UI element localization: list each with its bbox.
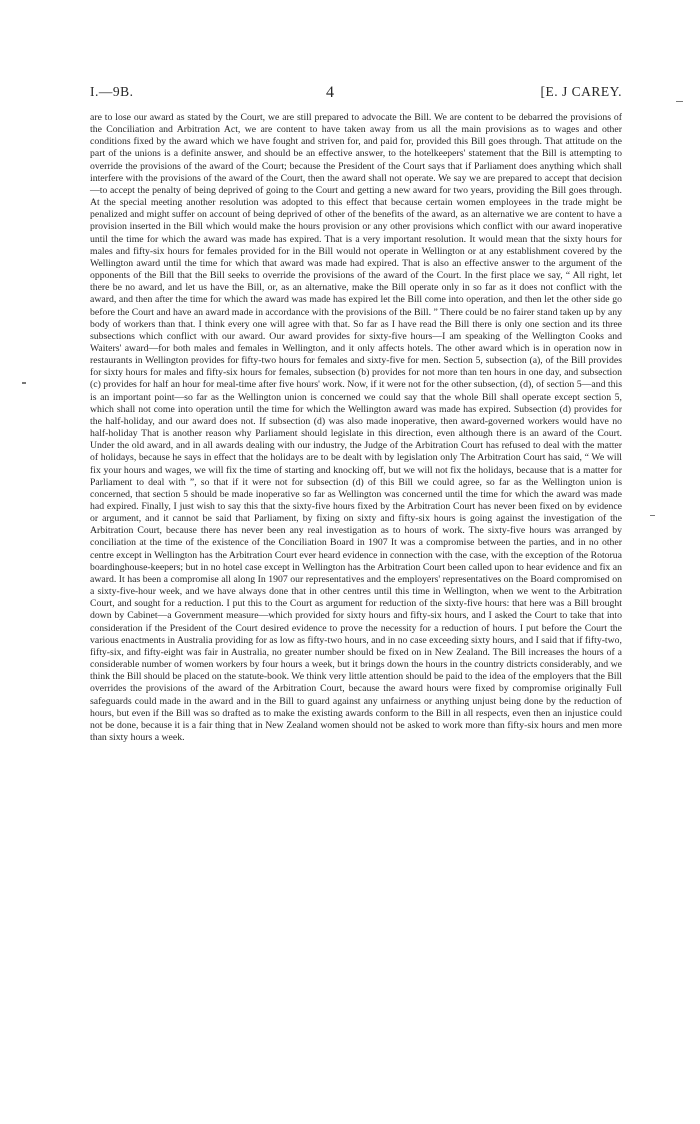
speaker-name: [E. J CAREY. (540, 84, 622, 99)
page-header (90, 84, 622, 104)
body-paragraph: are to lose our award as stated by the Court, we are still prepared to advocate the Bill. We are content to be debarred the provisions of the Conciliation and Arbitration Act, we are content to have taken away from us all the main provisions as to wages and other conditions fixed by the award which we have fought and striven for, and paid for, provided this Bill goes through. That attitude on the part of the unions is a definite answer, and should be an effective answer, to the hotelkeepers' statement that the Bill is attempting to override the provisions of the award of the Court; because the President of the Court says that if Parliament does anything which shall interfere with the provisions of the award of the Court, then the award shall not operate. We say we are prepared to accept that decision—to accept the penalty of being deprived of going to the Court and getting a new award for two years, providing the Bill goes through. At the special meeting another resolution was adopted to this effect that because certain women employees in the trade might be penalized and might suffer on account of being deprived of other of the benefits of the award, as an alternative we are content to have a provision inserted in the Bill which would make the hours provision or any other provisions which conflict with our award inoperative until the time for which the award was made has expired. That is a very important resolution. It would mean that the sixty hours for males and fifty-six hours for females provided for in the Bill would not operate in Wellington or at any establishment covered by the Wellington award until the time for which that award was made had expired. That is also an effective answer to the argument of the opponents of the Bill that the Bill seeks to override the provisions of the award of the Court. In the first place we say, “ All right, let there be no award, and let us have the Bill, or, as an alternative, make the Bill operate only in so far as it does not conflict with the award, and then after the time for which the award was made has expired let the Bill come into operation, and then let the other side go before the Court and have an award made in accordance with the provisions of the Bill. ” There could be no fairer stand taken up by any body of workers than that. I think every one will agree with that. So far as I have read the Bill there is only one section and its three subsections which conflict with our award. Our award provides for sixty-five hours—I am speaking of the Wellington Cooks and Waiters' award—for both males and females in Wellington, and it only affects hotels. The other award which is in operation now in restaurants in Wellington provides for fifty-two hours for females and sixty-five for men. Section 5, subsection (a), of the Bill provides for sixty hours for males and fifty-six hours for females, subsection (b) provides for not more than ten hours in one day, and subsection (c) provides for half an hour for meal-time after five hours' work. Now, if it were not for the other subsection, (d), of section 5—and this is an important point—so far as the Wellington union is concerned we could say that the whole Bill shall operate except section 5, which shall not come into operation until the time for which the Wellington award was made has expired. Subsection (d) provides for the half-holiday, and our award does not. If subsection (d) was also made inoperative, then award-governed workers would have no half-holiday That is another reason why Parliament should legislate in this direction, even although there is an award of the Court. Under the old award, and in all awards dealing with our industry, the Judge of the Arbitration Court has refused to deal with the matter of holidays, because he says in effect that the holidays are to be dealt with by legislation only The Arbitration Court has said, “ We will fix your hours and wages, we will fix the time of starting and knocking off, but we will not fix the holidays, because that is a matter for Parliament to deal with ”, so that if it were not for subsection (d) of this Bill we could agree, so far as the Wellington union is concerned, that section 5 should be made inoperative so far as Wellington was concerned until the time for which the award was made had expired. Finally, I just wish to say this that the sixty-five hours fixed by the Arbitration Court has never been fixed on by evidence or argument, and it cannot be said that Parliament, by fixing on sixty and fifty-six hours is going against the investigation of the Arbitration Court, because there has never been any real investigation as to hours of work. The sixty-five hours was arranged by conciliation at the time of the existence of the Conciliation Board in 1907 It was a compromise between the parties, and in no other centre except in Wellington has the Arbitration Court ever heard evidence in connection with the case, with the exception of the Rotorua boardinghouse-keepers; but in no hotel case except in Wellington has the Arbitration Court been called upon to hear evidence and fix an award. It has been a compromise all along In 1907 our representatives and the employers' representatives on the Board compromised on a sixty-five-hour week, and we have always done that in other centres until this time in Wellington, when we went to the Arbitration Court, and sought for a reduction. I put this to the Court as argument for reduction of the sixty-five hours: that here was a Bill brought down by Cabinet—a Government measure—which provided for sixty hours and fifty-six hours, and I asked the Court to take that into consideration if the President of the Court desired evidence to prove the necessity for a reduction of hours. I put before the Court the various enactments in Australia providing for as low as fifty-two hours, and in no case exceeding sixty hours, and I said that if fifty-two, fifty-six, and fifty-eight was fair in Australia, no greater number should be fixed on in New Zealand. The Bill increases the hours of a considerable number of women workers by four hours a week, but it brings down the hours in the country districts considerably, and we think the Bill should be placed on the statute-book. We think very little attention should be paid to the idea of the employers that the Bill overrides the provisions of the award of the Arbitration Court, because the award hours were fixed by compromise originally Full safeguards could made in the award and in the Bill to guard against any unfairness or anything unjust being done by the reduction of hours, but even if the Bill was so drafted as to make the existing awards conform to the Bill in all respects, even then an injustice could not be done, because it is a fair thing that in New Zealand women should not be asked to work more than fifty-six hours and men more than sixty hours a week. (90, 112, 622, 743)
margin-mark (676, 101, 683, 102)
margin-mark (22, 382, 26, 384)
page-number: 4 (326, 84, 335, 101)
margin-mark (650, 515, 655, 516)
document-body (90, 112, 622, 744)
paper-reference: I.—9B. (90, 84, 134, 99)
